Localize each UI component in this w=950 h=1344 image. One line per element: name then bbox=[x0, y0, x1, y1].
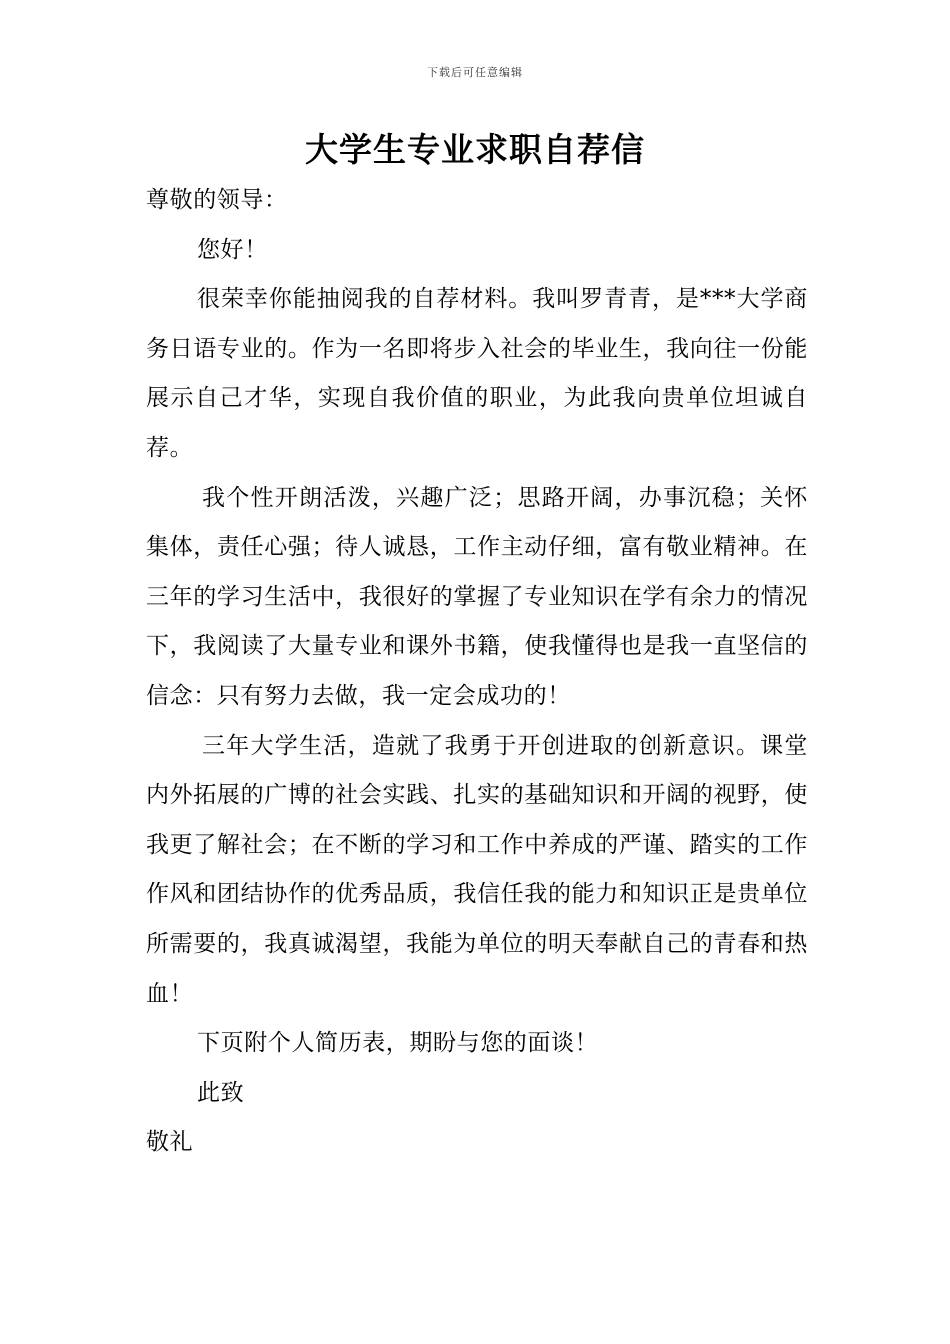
header-note: 下载后可任意编辑 bbox=[427, 66, 523, 79]
paragraph-intro: 很荣幸你能抽阅我的自荐材料。我叫罗青青，是***大学商务日语专业的。作为一名即将步入社会的毕业生，我向往一份能展示自己才华，实现自我价值的职业，为此我向贵单位坦诚自荐。 bbox=[146, 286, 808, 461]
page-title: 大学生专业求职自荐信 bbox=[305, 130, 645, 169]
letter-body bbox=[146, 176, 808, 1168]
closing-salute: 敬礼 bbox=[146, 1129, 194, 1156]
salutation: 尊敬的领导： bbox=[146, 187, 288, 213]
closing-regards: 此致 bbox=[197, 1079, 245, 1106]
paragraph-personality: 我个性开朗活泼，兴趣广泛；思路开阔，办事沉稳；关怀集体，责任心强；待人诚恳，工作主动仔细，富有敬业精神。在三年的学习生活中，我很好的掌握了专业知识在学有余力的情况下，我阅读了大量专业和课外书籍，使我懂得也是我一直坚信的信念：只有努力去做，我一定会成功的！ bbox=[146, 484, 808, 709]
paragraph-university-life: 三年大学生活，造就了我勇于开创进取的创新意识。课堂内外拓展的广博的社会实践、扎实的基础知识和开阔的视野，使我更了解社会；在不断的学习和工作中养成的严谨、踏实的工作作风和团结协作的优秀品质，我信任我的能力和知识正是贵单位所需要的，我真诚渴望，我能为单位的明天奉献自己的青春和热血！ bbox=[146, 732, 808, 1007]
paragraph-attachment: 下页附个人简历表，期盼与您的面谈！ bbox=[197, 1030, 599, 1057]
greeting: 您好！ bbox=[197, 236, 268, 263]
